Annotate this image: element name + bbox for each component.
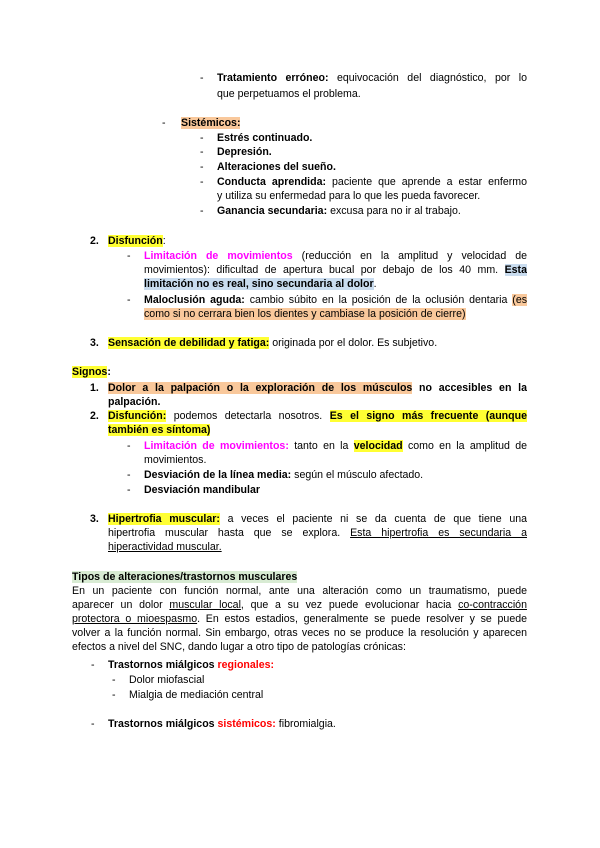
list-number: 3. (90, 337, 99, 349)
tratamiento-label: Tratamiento erróneo: (217, 72, 329, 84)
bullet-dash: - (127, 294, 131, 306)
bullet-dash: - (127, 469, 131, 481)
signos-limit-line1: Limitación de movimientos: tanto en la velocidad como en la amplitud de (144, 440, 527, 452)
maloclusion-line2: como si no cerrara bien los dientes y cambiase la posición de cierre) (144, 308, 466, 320)
tipos-heading: Tipos de alteraciones/trastornos musculares (72, 571, 298, 583)
signos-item3-line3: hiperactividad muscular. (108, 541, 222, 553)
bullet-dash: - (91, 659, 95, 671)
tipos-p5: efectos a nivel del SNC, dando lugar a otro tipo de patologías crónicas: (72, 641, 406, 653)
list-number: 1. (90, 382, 99, 394)
bullet-dash: - (91, 718, 95, 730)
limitacion-line2: movimientos): dificultad de apertura bucal por debajo de los 40 mm. Esta (144, 264, 527, 276)
sist-item-conducta: Conducta aprendida: paciente que aprende a estar enfermo (217, 176, 527, 188)
signos-desv1: Desviación de la línea media: según el músculo afectado. (144, 469, 424, 481)
tratamiento-line1 (217, 71, 527, 85)
disfuncion-label: Disfunción: (108, 235, 166, 247)
signos-item2-line1: Disfunción: podemos detectarla nosotros. Es el signo más frecuente (aunque (108, 410, 527, 422)
bullet-dash: - (200, 176, 204, 188)
signos-limit-line2: movimientos. (144, 454, 207, 466)
list-number: 2. (90, 235, 99, 247)
bullet-dash: - (200, 161, 204, 173)
tipos-p2: aparecer un dolor muscular local, que a su vez puede evolucionar hacia co-contracción (72, 599, 527, 611)
sistemicos-label: Sistémicos: (181, 117, 241, 129)
list-number: 3. (90, 513, 99, 525)
tratamiento-line2: que perpetuamos el problema. (217, 88, 361, 100)
bullet-dash: - (127, 440, 131, 452)
tipos-reg-item-1: Dolor miofascial (129, 674, 205, 686)
maloclusion-line1: Maloclusión aguda: cambio súbito en la posición de la oclusión dentaria (es (144, 294, 527, 306)
tipos-reg-item-2: Mialgia de mediación central (129, 689, 264, 701)
bullet-dash: - (200, 132, 204, 144)
sist-item-ganancia: Ganancia secundaria: excusa para no ir al trabajo. (217, 205, 461, 217)
bullet-dash: - (162, 117, 166, 129)
sist-item-conducta-line2: y utiliza su enfermedad para lo que les pueda favorecer. (217, 190, 481, 202)
tipos-sistemicos: Trastornos miálgicos sistémicos: fibromialgia. (108, 718, 336, 730)
signos-item1-line1: Dolor a la palpación o la exploración de los músculos no accesibles en la (108, 382, 527, 394)
sensacion-line: Sensación de debilidad y fatiga: originada por el dolor. Es subjetivo. (108, 337, 438, 349)
bullet-dash: - (127, 484, 131, 496)
signos-item3-line2: hipertrofia muscular hasta que se explora. Esta hipertrofia es secundaria a (108, 527, 527, 539)
sist-item-depresion: Depresión. (217, 146, 272, 158)
tipos-p3: protectora o mioespasmo. En estos estadios, generalmente se puede resolver y se puede (72, 613, 527, 625)
signos-item3-line1: Hipertrofia muscular: a veces el paciente ni se da cuenta de que tiene una (108, 513, 527, 525)
bullet-dash: - (200, 72, 204, 84)
signos-item1-line2: palpación. (108, 396, 161, 408)
list-number: 2. (90, 410, 99, 422)
tipos-regionales: Trastornos miálgicos regionales: (108, 659, 275, 671)
tipos-p1: En un paciente con función normal, ante una alteración como un traumatismo, puede (72, 585, 527, 597)
sist-item-sueno: Alteraciones del sueño. (217, 161, 336, 173)
bullet-dash: - (127, 250, 131, 262)
signos-desv2: Desviación mandibular (144, 484, 260, 496)
limitacion-line1: Limitación de movimientos (reducción en la amplitud y velocidad de (144, 250, 527, 262)
signos-heading: Signos: (72, 366, 111, 378)
bullet-dash: - (200, 146, 204, 158)
tratamiento-text1: equivocación del diagnóstico, por lo (336, 72, 527, 84)
sist-item-estres: Estrés continuado. (217, 132, 313, 144)
tipos-p4: volver a la función normal. Sin embargo, otras veces no se produce la resolución y aparecen (72, 627, 527, 639)
bullet-dash: - (200, 205, 204, 217)
bullet-dash: - (112, 674, 116, 686)
bullet-dash: - (112, 689, 116, 701)
signos-item2-line2: también es síntoma) (108, 424, 211, 436)
limitacion-line3: limitación no es real, sino secundaria al dolor. (144, 278, 377, 290)
